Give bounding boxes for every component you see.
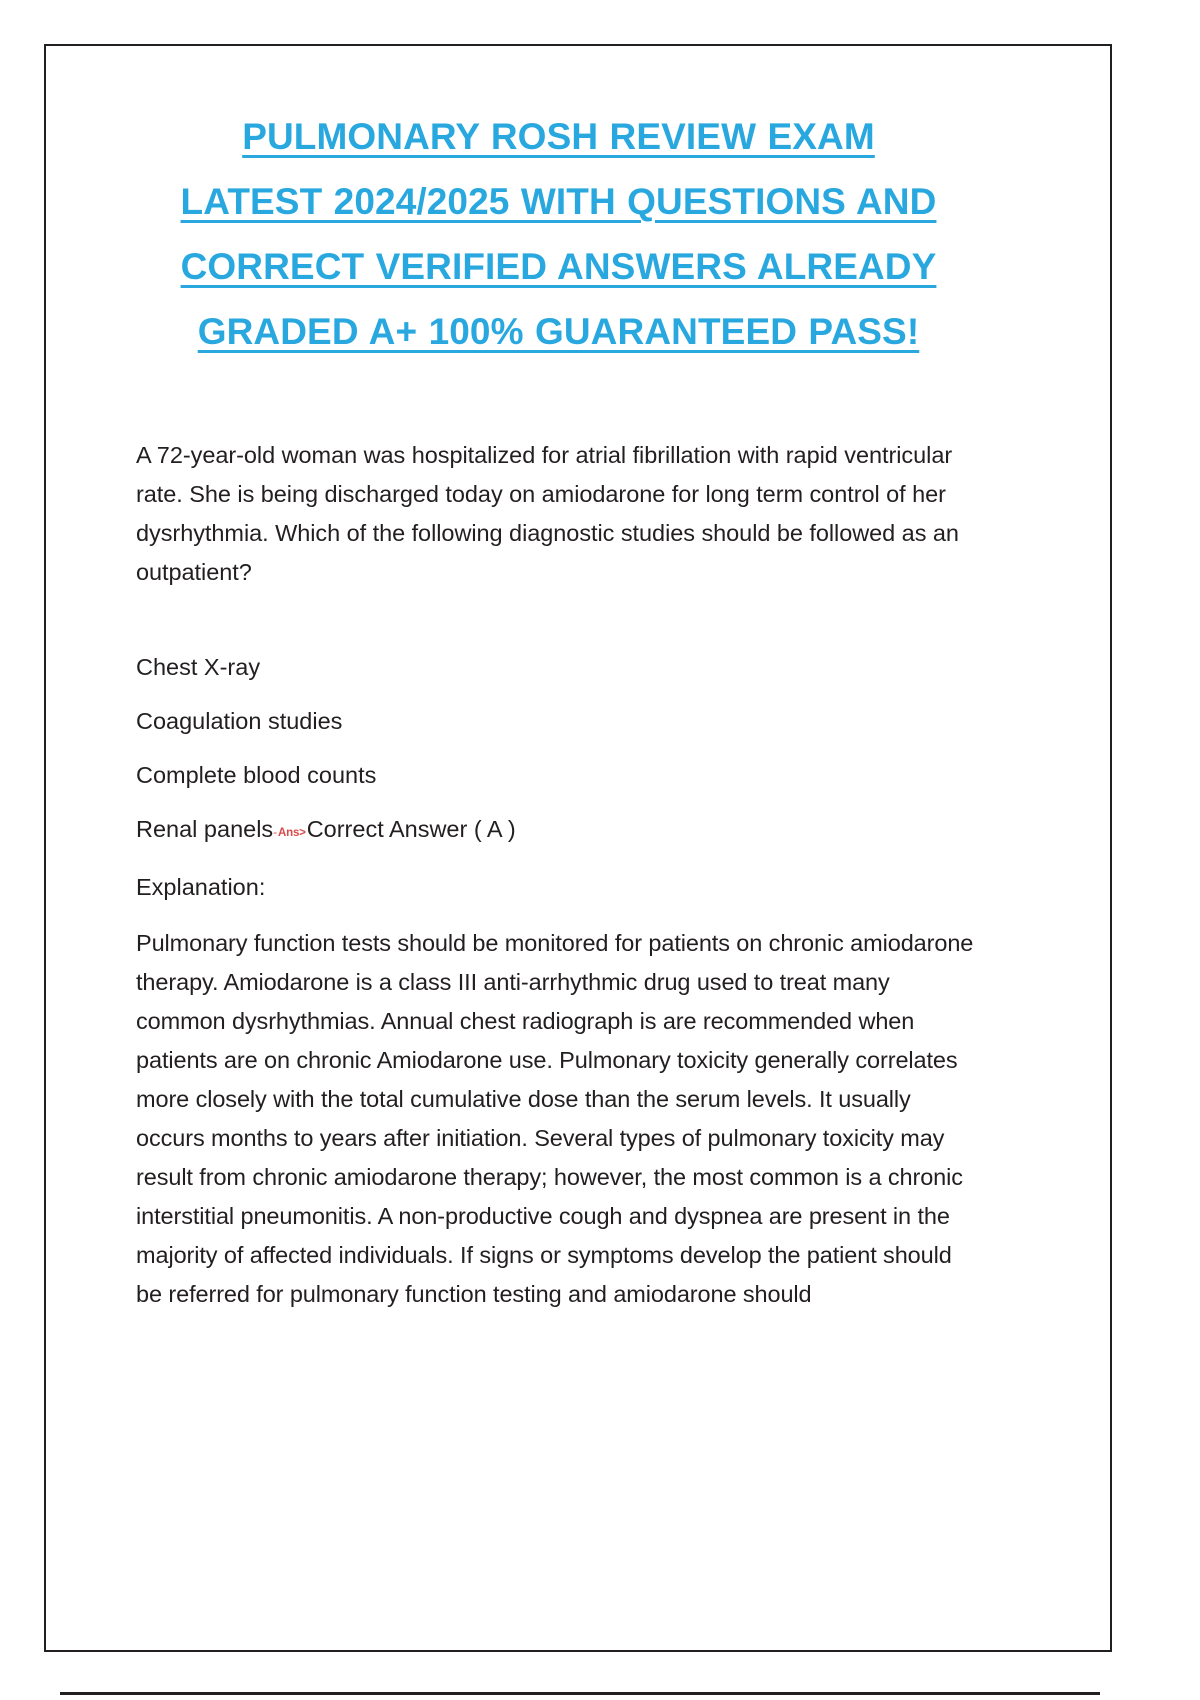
spacer <box>136 592 981 648</box>
ans-marker-icon: Ans> <box>278 827 306 839</box>
title-line-3 <box>140 234 977 299</box>
answer-option-a <box>136 648 981 687</box>
correct-answer-text: Correct Answer ( A ) <box>306 816 516 842</box>
answer-option-b <box>136 702 981 741</box>
document-page <box>44 44 1112 1652</box>
answer-option-c-label: Complete blood counts <box>136 762 377 788</box>
question-text: A 72-year-old woman was hospitalized for atrial fibrillation with rapid ventricular rate. She is being discharged today on amiodarone for long term control of her dysrhythmia. Which of the following diagnostic studies should be followed as an outpatient? <box>136 442 959 585</box>
title-line-2 <box>140 169 977 234</box>
answer-option-c <box>136 756 981 795</box>
answer-option-d-label: Renal panels <box>136 816 274 842</box>
title-line-1-text: PULMONARY ROSH REVIEW EXAM <box>242 116 875 157</box>
answer-option-b-label: Coagulation studies <box>136 708 343 734</box>
title-line-4 <box>140 299 977 364</box>
next-page-top-edge <box>60 1692 1100 1700</box>
answer-option-a-label: Chest X-ray <box>136 654 261 680</box>
explanation-label: Explanation: <box>136 874 266 900</box>
title-line-1 <box>140 104 977 169</box>
explanation-text: Pulmonary function tests should be monitored for patients on chronic amiodarone therapy. Amiodarone is a class III anti-arrhythmic drug used to treat many common dysrhythmias. Annual chest radiograph is are recommended when patients are on chronic Amiodarone use. Pulmonary toxicity generally correlates more closely with the total cumulative dose than the serum levels. It usually occurs months to years after initiation. Several types of pulmonary toxicity may result from chronic amiodarone therapy; however, the most common is a chronic interstitial pneumonitis. A non-productive cough and dyspnea are present in the majority of affected individuals. If signs or symptoms develop the patient should be referred for pulmonary function testing and amiodarone should <box>136 930 974 1307</box>
document-body <box>136 436 981 1314</box>
page-title <box>136 104 981 364</box>
title-line-4-text: GRADED A+ 100% GUARANTEED PASS! <box>197 311 920 352</box>
title-line-3-text: CORRECT VERIFIED ANSWERS ALREADY <box>180 246 937 287</box>
answer-option-d <box>136 810 981 853</box>
ans-marker-dash: - <box>273 827 278 839</box>
page-content-area <box>136 104 981 1314</box>
title-line-2-text: LATEST 2024/2025 WITH QUESTIONS AND <box>180 181 937 222</box>
